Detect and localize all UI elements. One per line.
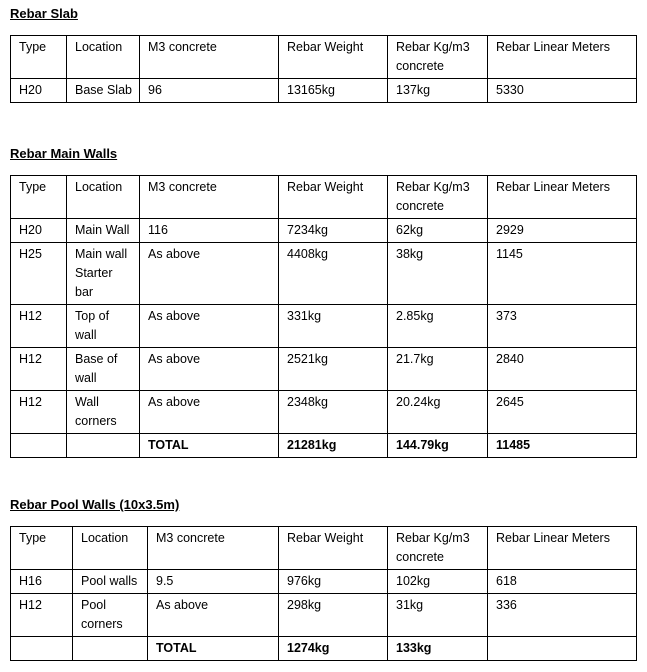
header-cell: Location [67,176,140,219]
table-cell: H20 [11,219,67,243]
table-cell: Wall corners [67,391,140,434]
total-cell: 1274kg [279,637,388,661]
total-cell [73,637,148,661]
table-header-row [11,36,637,79]
header-cell: Rebar Weight [279,527,388,570]
table-row [11,219,637,243]
table-cell: H12 [11,594,73,637]
table-cell: 62kg [388,219,488,243]
table-cell: Main wall Starter bar [67,243,140,305]
header-cell: Rebar Weight [279,36,388,79]
header-cell: Type [11,176,67,219]
table-cell: As above [140,305,279,348]
total-cell: 133kg [388,637,488,661]
table-cell: Base of wall [67,348,140,391]
table-cell: 331kg [279,305,388,348]
slab-section-title: Rebar Slab [10,6,78,21]
main-walls-section-title: Rebar Main Walls [10,146,118,161]
table-cell: Pool corners [73,594,148,637]
table-cell: 336 [488,594,637,637]
table-total-row [11,637,637,661]
header-cell: Type [11,527,73,570]
table-header-row [11,527,637,570]
header-cell: Rebar Kg/m3 concrete [388,527,488,570]
table-row [11,348,637,391]
table-cell: 9.5 [148,570,279,594]
header-cell: Rebar Kg/m3 concrete [388,36,488,79]
table-cell: 13165kg [279,79,388,103]
header-cell: M3 concrete [148,527,279,570]
total-cell: 21281kg [279,434,388,458]
total-cell: TOTAL [148,637,279,661]
header-cell: Rebar Weight [279,176,388,219]
total-cell [11,637,73,661]
header-cell: Rebar Kg/m3 concrete [388,176,488,219]
table-row [11,243,637,305]
slab-table [10,35,637,103]
total-cell: 144.79kg [388,434,488,458]
table-cell: 96 [140,79,279,103]
total-cell: 11485 [488,434,637,458]
table-cell: H16 [11,570,73,594]
table-cell: 7234kg [279,219,388,243]
table-cell: 102kg [388,570,488,594]
table-cell: 2521kg [279,348,388,391]
table-row [11,570,637,594]
header-cell: M3 concrete [140,36,279,79]
header-cell: Location [73,527,148,570]
header-cell: Rebar Linear Meters [488,527,637,570]
main-walls-table [10,175,637,458]
table-cell: Top of wall [67,305,140,348]
header-cell: Rebar Linear Meters [488,36,637,79]
table-cell: H20 [11,79,67,103]
header-cell: Rebar Linear Meters [488,176,637,219]
total-cell [67,434,140,458]
table-cell: As above [140,348,279,391]
pool-walls-section-title: Rebar Pool Walls (10x3.5m) [10,497,180,512]
table-cell: As above [140,391,279,434]
table-cell: 2348kg [279,391,388,434]
table-cell: 618 [488,570,637,594]
table-cell: 2929 [488,219,637,243]
table-cell: Pool walls [73,570,148,594]
table-cell: 38kg [388,243,488,305]
table-cell: H12 [11,305,67,348]
table-cell: Main Wall [67,219,140,243]
total-cell [11,434,67,458]
table-cell: As above [140,243,279,305]
table-cell: 31kg [388,594,488,637]
table-cell: H25 [11,243,67,305]
table-row [11,391,637,434]
table-cell: 298kg [279,594,388,637]
table-cell: 1145 [488,243,637,305]
table-header-row [11,176,637,219]
table-cell: As above [148,594,279,637]
table-cell: 5330 [488,79,637,103]
table-row [11,79,637,103]
header-cell: Type [11,36,67,79]
table-cell: H12 [11,391,67,434]
table-cell: 137kg [388,79,488,103]
table-cell: 116 [140,219,279,243]
header-cell: M3 concrete [140,176,279,219]
table-cell: 21.7kg [388,348,488,391]
table-cell: 2.85kg [388,305,488,348]
table-cell: 4408kg [279,243,388,305]
header-cell: Location [67,36,140,79]
table-total-row [11,434,637,458]
total-cell [488,637,637,661]
table-cell: 20.24kg [388,391,488,434]
total-cell: TOTAL [140,434,279,458]
pool-walls-table [10,526,637,661]
table-cell: H12 [11,348,67,391]
table-cell: 2645 [488,391,637,434]
table-cell: 976kg [279,570,388,594]
table-row [11,305,637,348]
table-cell: 2840 [488,348,637,391]
table-cell: Base Slab [67,79,140,103]
table-row [11,594,637,637]
table-cell: 373 [488,305,637,348]
